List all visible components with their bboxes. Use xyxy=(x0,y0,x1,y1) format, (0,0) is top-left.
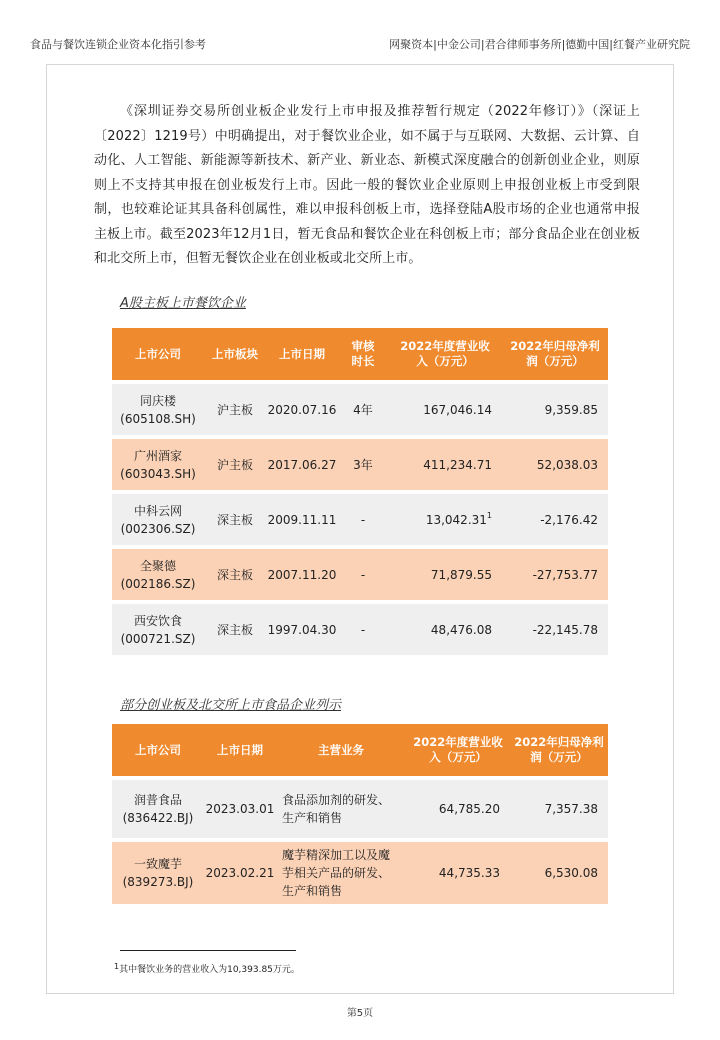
table2-header-business: 主营业务 xyxy=(276,724,406,776)
revenue-cell: 13,042.31$^1$ xyxy=(388,494,502,545)
header-publishers: 网聚资本|中金公司|君合律师事务所|德勤中国|红餐产业研究院 xyxy=(389,38,690,51)
revenue-cell: 71,879.55 xyxy=(388,549,502,600)
table2-header-row xyxy=(112,724,608,776)
profit-cell: 9,359.85 xyxy=(502,384,608,435)
company-cell: 一致魔芋 (839273.BJ) xyxy=(112,842,204,904)
board-cell: 沪主板 xyxy=(204,439,266,490)
profit-cell: 52,038.03 xyxy=(502,439,608,490)
table2-header-revenue: 2022年度营业收入（万元） xyxy=(406,724,510,776)
table1-header-board: 上市板块 xyxy=(204,328,266,380)
date-cell: 2009.11.11 xyxy=(266,494,338,545)
table1-header-duration: 审核时长 xyxy=(338,328,388,380)
table1-header-date: 上市日期 xyxy=(266,328,338,380)
profit-cell: 7,357.38 xyxy=(510,780,608,838)
duration-cell: - xyxy=(338,604,388,655)
table1-header-row xyxy=(112,328,608,380)
board-cell: 深主板 xyxy=(204,494,266,545)
company-cell: 中科云网 (002306.SZ) xyxy=(112,494,204,545)
revenue-cell: 48,476.08 xyxy=(388,604,502,655)
duration-cell: 4年 xyxy=(338,384,388,435)
profit-cell: -27,753.77 xyxy=(502,549,608,600)
duration-cell: 3年 xyxy=(338,439,388,490)
board-cell: 深主板 xyxy=(204,604,266,655)
table-row xyxy=(112,780,608,838)
company-cell: 润普食品 (836422.BJ) xyxy=(112,780,204,838)
footnote-number: 1 xyxy=(114,962,120,971)
duration-cell: - xyxy=(338,494,388,545)
table2-header-date: 上市日期 xyxy=(204,724,276,776)
table1-header-company: 上市公司 xyxy=(112,328,204,380)
revenue-cell: 44,735.33 xyxy=(406,842,510,904)
footnote xyxy=(114,962,300,975)
board-cell: 深主板 xyxy=(204,549,266,600)
page-number: 第5页 xyxy=(346,1008,374,1019)
table-row xyxy=(112,842,608,904)
table-row xyxy=(112,384,608,435)
date-cell: 2023.02.21 xyxy=(204,842,276,904)
table2-header-company: 上市公司 xyxy=(112,724,204,776)
board-cell: 沪主板 xyxy=(204,384,266,435)
profit-cell: 6,530.08 xyxy=(510,842,608,904)
revenue-cell: 411,234.71 xyxy=(388,439,502,490)
table1-header-profit: 2022年归母净利润（万元） xyxy=(502,328,608,380)
date-cell: 2023.03.01 xyxy=(204,780,276,838)
profit-cell: -22,145.78 xyxy=(502,604,608,655)
table-growth-bse-food xyxy=(112,720,608,908)
table2-header-profit: 2022年归母净利润（万元） xyxy=(510,724,608,776)
revenue-cell: 167,046.14 xyxy=(388,384,502,435)
date-cell: 1997.04.30 xyxy=(266,604,338,655)
revenue-cell: 64,785.20 xyxy=(406,780,510,838)
table-a-share-catering xyxy=(112,324,608,659)
company-cell: 广州酒家 (603043.SH) xyxy=(112,439,204,490)
footnote-text: 其中餐饮业务的营业收入为10,393.85万元。 xyxy=(119,965,300,975)
table1-header-revenue: 2022年度营业收入（万元） xyxy=(388,328,502,380)
profit-cell: -2,176.42 xyxy=(502,494,608,545)
table-row xyxy=(112,494,608,545)
duration-cell: - xyxy=(338,549,388,600)
table-row xyxy=(112,604,608,655)
date-cell: 2017.06.27 xyxy=(266,439,338,490)
company-cell: 同庆楼 (605108.SH) xyxy=(112,384,204,435)
date-cell: 2020.07.16 xyxy=(266,384,338,435)
table-row xyxy=(112,549,608,600)
company-cell: 西安饮食 (000721.SZ) xyxy=(112,604,204,655)
footnote-marker: 1 xyxy=(486,510,492,520)
business-cell: 食品添加剂的研发、生产和销售 xyxy=(276,780,406,838)
company-cell: 全聚德 (002186.SZ) xyxy=(112,549,204,600)
table-row xyxy=(112,439,608,490)
header-document-title: 食品与餐饮连锁企业资本化指引参考 xyxy=(30,38,206,51)
body-paragraph: 《深圳证券交易所创业板企业发行上市申报及推荐暂行规定（2022年修订）》（深证上〔2022〕1219号）中明确提出，对于餐饮业企业，如不属于与互联网、大数据、云计算、自动化、人工智能、新能源等新技术、新产业、新业态、新模式深度融合的创新创业企业，则原则上不支持其申报在创业板发行上市。因此一般的餐饮业企业原则上申报创业板上市受到限制，也较难论证其具备科创属性，难以申报科创板上市，选择登陆A股市场的企业也通常申报主板上市。截至2023年12月1日，暂无食品和餐饮企业在科创板上市；部分食品企业在创业板和北交所上市，但暂无餐饮企业在创业板或北交所上市。 xyxy=(94,104,640,266)
date-cell: 2007.11.20 xyxy=(266,549,338,600)
business-cell: 魔芋精深加工以及魔芋相关产品的研发、生产和销售 xyxy=(276,842,406,904)
table2-title: 部分创业板及北交所上市食品企业列示 xyxy=(120,698,342,713)
footnote-divider xyxy=(120,950,296,951)
table1-title: A股主板上市餐饮企业 xyxy=(120,296,246,311)
